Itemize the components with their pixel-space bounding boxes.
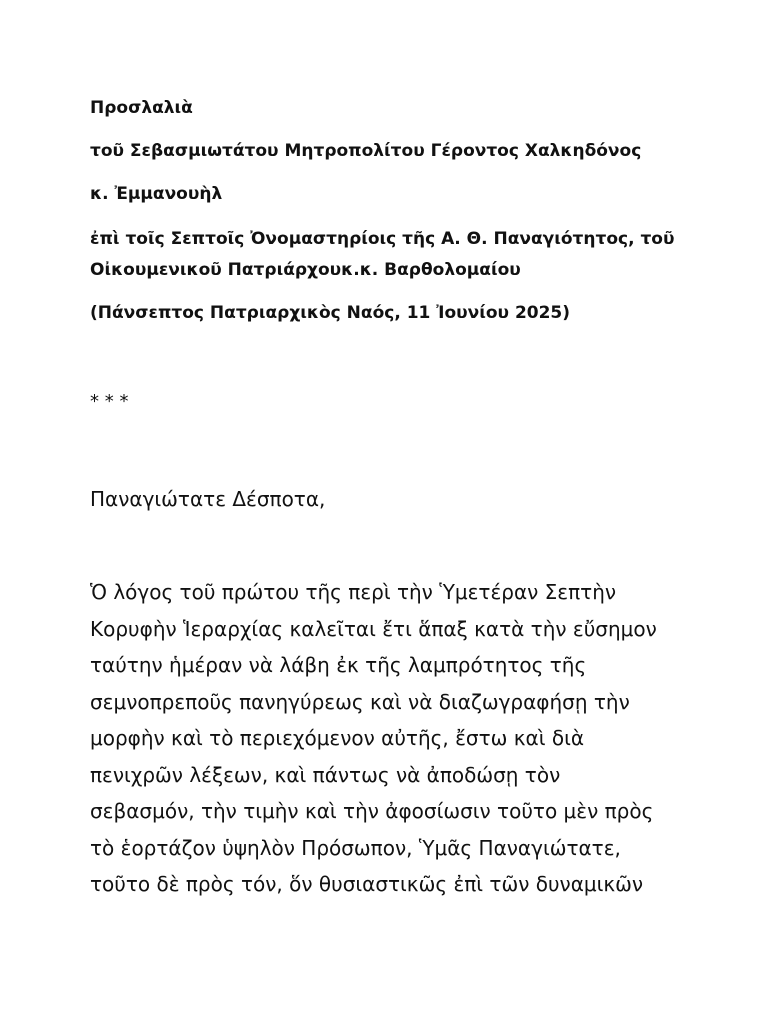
author-line: τοῦ Σεβασμιωτάτου Μητροπολίτου Γέροντος Χαλκηδόνος [90,141,642,161]
body-line: Κορυφὴν Ἱεραρχίας καλεῖται ἔτι ἅπαξ κατὰ τὴν εὔσημον [90,616,657,641]
body-line: ταύτην ἡμέραν νὰ λάβη ἐκ τῆς λαμπρότητος τῆς [90,653,587,677]
body-line: τὸ ἑορτάζον ὑψηλὸν Πρόσωπον, Ὑμᾶς Παναγιώτατε, [90,835,621,860]
occasion-line-continued: Οἰκουμενικοῦ Πατριάρχουκ.κ. Βαρθολομαίου [90,260,521,280]
place-date-line: (Πάνσεπτος Πατριαρχικὸς Ναός, 11 Ἰουνίου 2025) [90,303,571,323]
body-line: σεβασμόν, τὴν τιμὴν καὶ τὴν ἀφοσίωσιν τοῦτο μὲν πρὸς [90,799,654,823]
body-line: Ὁ λόγος τοῦ πρώτου τῆς περὶ τὴν Ὑμετέραν Σεπτὴν [90,580,617,604]
document-title: Προσλαλιὰ [90,98,193,118]
body-paragraph [90,574,657,903]
section-separator: * * * [90,391,129,412]
body-line: τοῦτο δὲ πρὸς τόν, ὅν θυσιαστικῶς ἐπὶ τῶν δυναμικῶν [90,872,644,896]
body-line: μορφὴν καὶ τὸ περιεχόμενον αὐτῆς, ἔστω καὶ διὰ [90,726,585,750]
salutation: Παναγιώτατε Δέσποτα, [90,487,326,511]
body-line: πενιχρῶν λέξεων, καὶ πάντως νὰ ἀποδώσῃ τὸν [90,762,561,787]
author-name-line: κ. Ἐμμανουὴλ [90,184,223,204]
body-line: σεμνοπρεποῦς πανηγύρεως καὶ νὰ διαζωγραφήσῃ τὴν [90,689,630,714]
occasion-line: ἐπὶ τοῖς Σεπτοῖς Ὀνομαστηρίοις τῆς Α. Θ. Παναγιότητος, τοῦ [90,229,675,249]
